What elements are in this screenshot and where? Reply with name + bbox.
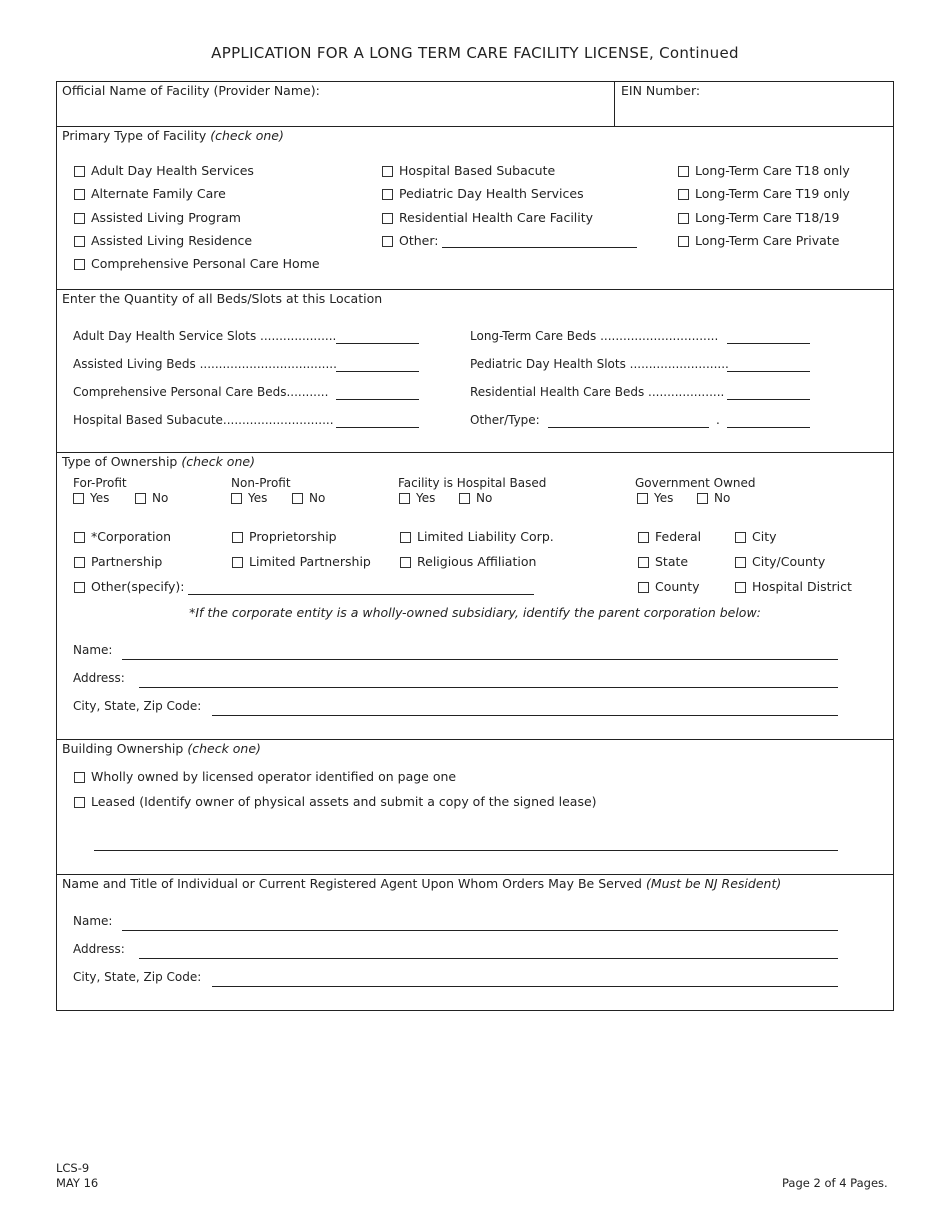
checkbox[interactable] (74, 772, 85, 783)
agent-label: Name and Title of Individual or Current Registered Agent Upon Whom Orders May Be Served (Must be NJ Resident) (62, 876, 782, 891)
form-id: LCS-9 (56, 1161, 90, 1175)
checkbox[interactable] (232, 557, 243, 568)
checkbox[interactable] (638, 557, 649, 568)
checkbox[interactable] (74, 259, 85, 270)
other-type-qty-field[interactable] (727, 427, 810, 428)
pediatric-slots-label: Pediatric Day Health Slots .......................... (470, 357, 729, 371)
checkbox[interactable] (735, 582, 746, 593)
checkbox[interactable] (382, 213, 393, 224)
checkbox-pediatric-day-health[interactable]: Pediatric Day Health Services (382, 186, 584, 201)
primary-type-section (56, 126, 894, 290)
checkbox-city-county[interactable]: City/County (735, 554, 825, 569)
checkbox[interactable] (735, 557, 746, 568)
primary-type-label: Primary Type of Facility (check one) (62, 128, 284, 143)
checkbox-limited-partnership[interactable]: Limited Partnership (232, 554, 371, 569)
checkbox[interactable] (74, 557, 85, 568)
checkbox[interactable] (74, 797, 85, 808)
checkbox[interactable] (74, 189, 85, 200)
checkbox-state[interactable]: State (638, 554, 688, 569)
parent-name-label: Name: (73, 643, 113, 657)
other-type-beds-label: Other/Type: (470, 413, 540, 427)
checkbox-other-specify[interactable]: Other(specify): (74, 579, 185, 594)
checkbox[interactable] (74, 213, 85, 224)
agent-address-label: Address: (73, 942, 125, 956)
page-title: APPLICATION FOR A LONG TERM CARE FACILITY LICENSE, Continued (211, 44, 739, 62)
government-owned-yes[interactable]: Yes (637, 491, 673, 505)
comprehensive-beds-field[interactable] (336, 399, 419, 400)
checkbox[interactable] (74, 532, 85, 543)
divider (614, 82, 615, 126)
residential-beds-label: Residential Health Care Beds .................... (470, 385, 725, 399)
hospital-based-label: Facility is Hospital Based (398, 476, 547, 490)
for-profit-no[interactable]: No (135, 491, 168, 505)
checkbox[interactable] (74, 236, 85, 247)
checkbox-residential-health-care[interactable]: Residential Health Care Facility (382, 210, 593, 225)
form-date: MAY 16 (56, 1176, 99, 1190)
agent-address-field[interactable] (139, 958, 838, 959)
checkbox[interactable] (678, 213, 689, 224)
checkbox-corporation[interactable]: *Corporation (74, 529, 171, 544)
checkbox-assisted-living-program[interactable]: Assisted Living Program (74, 210, 241, 225)
checkbox[interactable] (231, 493, 242, 504)
assisted-living-beds-field[interactable] (336, 371, 419, 372)
checkbox[interactable] (232, 532, 243, 543)
parent-address-field[interactable] (139, 687, 838, 688)
hospital-subacute-beds-field[interactable] (336, 427, 419, 428)
checkbox-leased[interactable]: Leased (Identify owner of physical assets and submit a copy of the signed lease) (74, 794, 597, 809)
checkbox-hospital-district[interactable]: Hospital District (735, 579, 852, 594)
other-type-name-field[interactable] (548, 427, 709, 428)
hospital-based-yes[interactable]: Yes (399, 491, 435, 505)
building-label: Building Ownership (check one) (62, 741, 261, 756)
non-profit-yes[interactable]: Yes (231, 491, 267, 505)
facility-name-label: Official Name of Facility (Provider Name): (62, 83, 320, 98)
ownership-label: Type of Ownership (check one) (62, 454, 255, 469)
beds-section (56, 289, 894, 453)
agent-csz-field[interactable] (212, 986, 838, 987)
checkbox-federal[interactable]: Federal (638, 529, 701, 544)
agent-name-field[interactable] (122, 930, 838, 931)
hospital-subacute-beds-label: Hospital Based Subacute............................. (73, 413, 334, 427)
checkbox-ltc-t18[interactable]: Long-Term Care T18 only (678, 163, 850, 178)
checkbox-assisted-living-residence[interactable]: Assisted Living Residence (74, 233, 252, 248)
parent-name-field[interactable] (122, 659, 838, 660)
government-owned-no[interactable]: No (697, 491, 730, 505)
agent-csz-label: City, State, Zip Code: (73, 970, 202, 984)
checkbox[interactable] (697, 493, 708, 504)
checkbox[interactable] (678, 236, 689, 247)
building-section (56, 739, 894, 875)
checkbox[interactable] (638, 582, 649, 593)
checkbox[interactable] (459, 493, 470, 504)
ownership-section (56, 452, 894, 740)
checkbox-ltc-t19[interactable]: Long-Term Care T19 only (678, 186, 850, 201)
facility-info-section (56, 81, 894, 127)
checkbox[interactable] (382, 166, 393, 177)
checkbox[interactable] (382, 236, 393, 247)
checkbox[interactable] (74, 582, 85, 593)
checkbox[interactable] (382, 189, 393, 200)
comprehensive-beds-label: Comprehensive Personal Care Beds........... (73, 385, 329, 399)
ltc-beds-label: Long-Term Care Beds ............................... (470, 329, 719, 343)
ltc-beds-field[interactable] (727, 343, 810, 344)
ein-label: EIN Number: (621, 83, 701, 98)
parent-corp-note: *If the corporate entity is a wholly-owned subsidiary, identify the parent corporation below: (189, 605, 761, 620)
agent-name-label: Name: (73, 914, 113, 928)
checkbox-alternate-family-care[interactable]: Alternate Family Care (74, 186, 226, 201)
adult-day-slots-field[interactable] (336, 343, 419, 344)
checkbox[interactable] (678, 166, 689, 177)
non-profit-no[interactable]: No (292, 491, 325, 505)
for-profit-yes[interactable]: Yes (73, 491, 109, 505)
checkbox-other-type[interactable]: Other: (382, 233, 438, 248)
checkbox-city[interactable]: City (735, 529, 777, 544)
checkbox[interactable] (678, 189, 689, 200)
pediatric-slots-field[interactable] (727, 371, 810, 372)
other-type-field[interactable] (442, 247, 637, 248)
checkbox-wholly-owned[interactable]: Wholly owned by licensed operator identified on page one (74, 769, 456, 784)
checkbox-religious-affiliation[interactable]: Religious Affiliation (400, 554, 536, 569)
checkbox[interactable] (73, 493, 84, 504)
checkbox-partnership[interactable]: Partnership (74, 554, 162, 569)
government-owned-label: Government Owned (635, 476, 756, 490)
checkbox-ltc-t18-19[interactable]: Long-Term Care T18/19 (678, 210, 839, 225)
checkbox[interactable] (638, 532, 649, 543)
checkbox-ltc-private[interactable]: Long-Term Care Private (678, 233, 839, 248)
checkbox-county[interactable]: County (638, 579, 700, 594)
non-profit-label: Non-Profit (231, 476, 291, 490)
other-specify-field[interactable] (188, 594, 534, 595)
adult-day-slots-label: Adult Day Health Service Slots .................... (73, 329, 337, 343)
parent-address-label: Address: (73, 671, 125, 685)
checkbox[interactable] (74, 166, 85, 177)
checkbox-hospital-based-subacute[interactable]: Hospital Based Subacute (382, 163, 555, 178)
checkbox-proprietorship[interactable]: Proprietorship (232, 529, 337, 544)
checkbox[interactable] (400, 557, 411, 568)
checkbox[interactable] (637, 493, 648, 504)
other-dot: . (716, 413, 720, 427)
checkbox[interactable] (400, 532, 411, 543)
checkbox-comprehensive-personal-care[interactable]: Comprehensive Personal Care Home (74, 256, 320, 271)
checkbox[interactable] (399, 493, 410, 504)
checkbox[interactable] (292, 493, 303, 504)
checkbox-llc[interactable]: Limited Liability Corp. (400, 529, 554, 544)
hospital-based-no[interactable]: No (459, 491, 492, 505)
parent-csz-field[interactable] (212, 715, 838, 716)
agent-section (56, 874, 894, 1011)
checkbox[interactable] (735, 532, 746, 543)
checkbox[interactable] (135, 493, 146, 504)
residential-beds-field[interactable] (727, 399, 810, 400)
lease-owner-field[interactable] (94, 850, 838, 851)
parent-csz-label: City, State, Zip Code: (73, 699, 202, 713)
assisted-living-beds-label: Assisted Living Beds .................................... (73, 357, 337, 371)
for-profit-label: For-Profit (73, 476, 127, 490)
page-number: Page 2 of 4 Pages. (782, 1176, 888, 1190)
checkbox-adult-day-health[interactable]: Adult Day Health Services (74, 163, 254, 178)
beds-label: Enter the Quantity of all Beds/Slots at this Location (62, 291, 383, 306)
